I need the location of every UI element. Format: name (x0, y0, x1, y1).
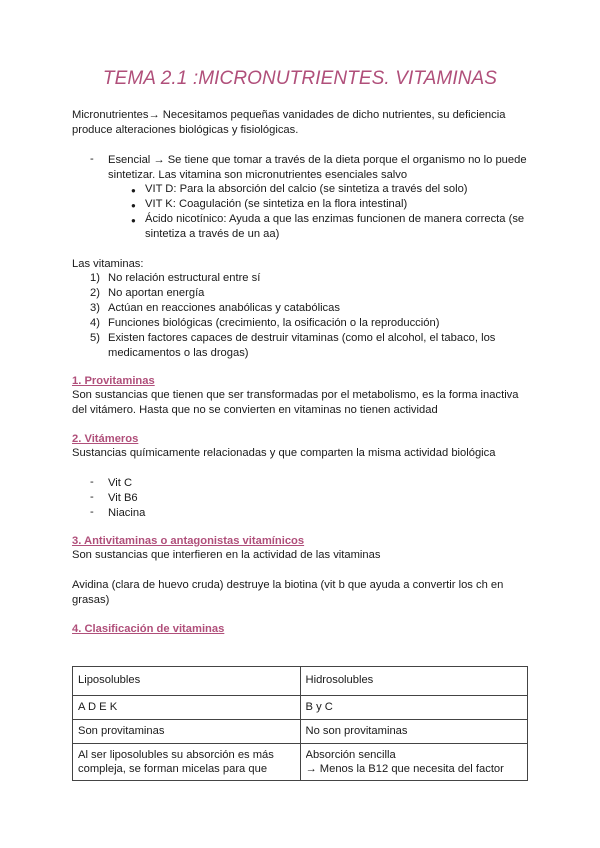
provitaminas-line-2: del vitámero. Hasta que no se convierten en vitaminas no tienen actividad (72, 404, 438, 416)
classification-table (72, 666, 528, 781)
cell-content (306, 748, 523, 776)
table-cell: Son provitaminas (73, 720, 301, 744)
cell-line: → Menos la B12 que necesita del factor (305, 763, 504, 775)
cell-line: Al ser liposolubles su absorción es más (78, 749, 274, 761)
intro-line-1: Micronutrientes→ Necesitamos pequeñas vanidades de dicho nutrientes, su deficiencia (72, 109, 506, 121)
vitaminas-item: No aportan energía (108, 287, 205, 299)
list-number: 4) (90, 317, 100, 329)
list-dash: - (90, 506, 94, 518)
list-number: 5) (90, 332, 100, 344)
avidina-line-1: Avidina (clara de huevo cruda) destruye la biotina (vit b que ayuda a convertir los ch en (72, 579, 504, 591)
section-heading-provitaminas: 1. Provitaminas (72, 375, 155, 387)
table-row (73, 720, 528, 744)
vitamero-item: Vit B6 (108, 492, 138, 504)
provitaminas-line-1: Son sustancias que tienen que ser transformadas por el metabolismo, es la forma inactiva (72, 389, 519, 401)
table-row (73, 744, 528, 781)
table-cell: Liposolubles (73, 667, 301, 696)
vitamero-item: Niacina (108, 507, 146, 519)
bullet-icon: ● (131, 201, 136, 210)
cell-line: Absorción sencilla (305, 749, 396, 761)
table-cell (300, 744, 528, 781)
vitaminas-item: Funciones biológicas (crecimiento, la osificación o la reproducción) (108, 317, 440, 329)
avidina-line-2: grasas) (72, 594, 110, 606)
bullet-icon: ● (131, 216, 136, 225)
vitaminas-heading: Las vitaminas: (72, 258, 144, 270)
cell-content (78, 748, 295, 776)
vitameros-line-1: Sustancias químicamente relacionadas y que comparten la misma actividad biológica (72, 447, 496, 459)
bullet-acido-nicotinico: Ácido nicotínico: Ayuda a que las enzimas funcionen de manera correcta (se (145, 213, 525, 225)
page-title: TEMA 2.1 :MICRONUTRIENTES. VITAMINAS (102, 68, 498, 89)
bullet-vit-k: VIT K: Coagulación (se sintetiza en la flora intestinal) (145, 198, 408, 210)
list-dash: - (90, 153, 94, 165)
esencial-line-2: sintetizar. Las vitamina son micronutrientes esenciales salvo (108, 169, 408, 181)
bullet-vit-d: VIT D: Para la absorción del calcio (se sintetiza a través del solo) (145, 183, 468, 195)
section-heading-vitameros: 2. Vitámeros (72, 433, 139, 445)
list-number: 2) (90, 287, 100, 299)
table-cell: Hidrosolubles (300, 667, 528, 696)
table-row (73, 667, 528, 696)
vitaminas-item-cont: medicamentos o las drogas) (108, 347, 249, 359)
cell-line: compleja, se forman micelas para que (78, 763, 268, 775)
vitaminas-item: Existen factores capaces de destruir vitaminas (como el alcohol, el tabaco, los (108, 332, 496, 344)
antivitaminas-line-1: Son sustancias que interfieren en la actividad de las vitaminas (72, 549, 381, 561)
section-heading-antivitaminas: 3. Antivitaminas o antagonistas vitamínicos (72, 535, 305, 547)
list-number: 3) (90, 302, 100, 314)
bullet-icon: ● (131, 186, 136, 195)
list-number: 1) (90, 272, 100, 284)
vitamero-item: Vit C (108, 477, 133, 489)
bullet-acido-nicotinico-cont: sintetiza a través de un aa) (145, 228, 280, 240)
table-row (73, 696, 528, 720)
table-cell (73, 744, 301, 781)
table-cell: No son provitaminas (300, 720, 528, 744)
list-dash: - (90, 491, 94, 503)
table-cell: B y C (300, 696, 528, 720)
vitaminas-item: No relación estructural entre sí (108, 272, 261, 284)
vitaminas-item: Actúan en reacciones anabólicas y catabólicas (108, 302, 340, 314)
intro-line-2: produce alteraciones biológicas y fisiológicas. (72, 124, 299, 136)
section-heading-clasificacion: 4. Clasificación de vitaminas (72, 623, 225, 635)
list-dash: - (90, 476, 94, 488)
esencial-line-1: Esencial → Se tiene que tomar a través de la dieta porque el organismo no lo puede (108, 154, 527, 166)
table-cell: A D E K (73, 696, 301, 720)
